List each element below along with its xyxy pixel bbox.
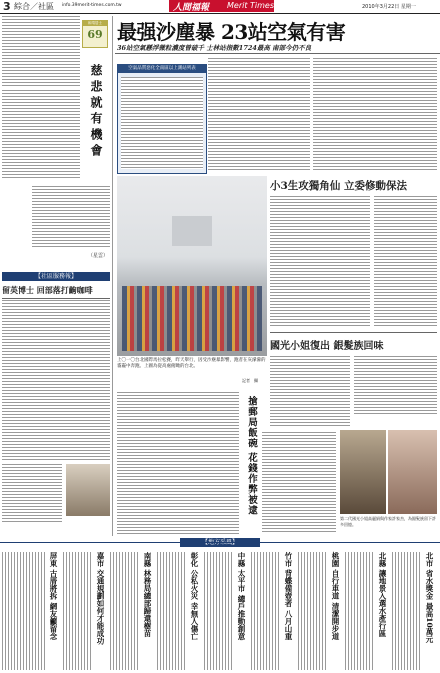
masthead-english: Merit Times [227, 1, 275, 10]
sidebar-text-block [2, 90, 80, 180]
lead-headline: 最强沙塵暴 23站空氣有害 [117, 20, 346, 44]
page-number: 3 [3, 0, 11, 13]
table-rows [121, 77, 203, 169]
runners-crowd [122, 286, 262, 351]
local-rule [0, 542, 440, 543]
star-caption: 第二代國光小姐高麗娟與作家許家杰，為銀髮族留下許多回憶。 [340, 516, 436, 527]
header-rule [0, 13, 440, 14]
community-text-block [2, 300, 110, 460]
local-text-1 [392, 552, 422, 670]
post-text-block [262, 432, 336, 534]
local-headline-5: 中縣 太平市 總戶推動創意 [237, 552, 246, 640]
health-text-block [374, 196, 437, 326]
health-rule [270, 332, 437, 333]
badge-label: 和靖居士 [83, 21, 107, 26]
local-headline-2: 北縣 讓地景入選水產行區 [378, 552, 387, 638]
column-title: 慈悲就有機會 [89, 64, 103, 160]
star-photo-left [340, 430, 386, 514]
community-text-block [2, 464, 62, 524]
local-headline-8: 嘉市 交通規劃如何才能成功 [96, 552, 105, 645]
local-headline-3: 桃園 自行車道 清潔開步道 [331, 552, 340, 640]
issue-date: 2010年3月22日 星期一 [362, 4, 416, 10]
photo-caption: 上〇一〇台北國際馬拉松賽，昨天舉行，因受沙塵暴影響，跑者在灰濛濛的霧霾中奔跑。上圖為從高處俯瞰的台北。 [117, 358, 266, 369]
post-headline: 搶郵局飯碗 花錢作弊被逮 [246, 396, 257, 516]
local-news-band [0, 550, 440, 673]
star-photo-right [388, 430, 437, 514]
marathon-photo [117, 176, 267, 356]
health-text-block [270, 196, 370, 326]
lead-subhead: 36站空氣懸浮微粒濃度曾破千 士林站指數1724最高 南部今仍不良 [117, 44, 312, 52]
community-portrait-photo [66, 464, 110, 516]
local-headline-1: 北市 省水獎金 最高10萬元 [425, 552, 434, 643]
local-text-6 [157, 552, 187, 670]
local-text-7 [110, 552, 140, 670]
health-headline: 小3生攻獨角仙 立委修動保法 [270, 180, 407, 192]
sidebar-badge [82, 20, 108, 48]
local-headline-4: 竹市 背蝶備壺者 八月山重 [284, 552, 293, 640]
local-text-9 [2, 552, 46, 670]
local-text-4 [251, 552, 281, 670]
local-headline-6: 彰化 公私火災 幸無人傷亡 [190, 552, 199, 640]
table-title: 空氣品質惡化全南區以上測站列表 [118, 65, 206, 73]
local-headline-9: 屏東 古厝將拆 網友籲留念 [49, 552, 58, 640]
community-story [2, 272, 110, 536]
star-text-block [354, 356, 437, 416]
local-text-5 [204, 552, 234, 670]
masthead-logo [169, 0, 274, 12]
sidebar-divider [112, 16, 113, 536]
masthead-title: 人間福報 [173, 3, 210, 13]
star-text-block [270, 356, 350, 426]
community-section-label: 【社區服務報】 [2, 272, 110, 281]
air-quality-table [117, 64, 207, 174]
community-headline: 留英博士 回部落打齣咖啡 [2, 285, 110, 299]
local-text-3 [298, 552, 328, 670]
local-text-8 [63, 552, 93, 670]
star-headline: 國光小姐復出 銀髮族回味 [270, 341, 384, 352]
section-label: 綜合／社區 [14, 2, 54, 11]
photo-credit: 記者 攝 [242, 378, 258, 383]
website-label: info.39merit-times.com.tw [62, 3, 122, 8]
badge-number: 69 [87, 28, 103, 41]
local-text-2 [345, 552, 375, 670]
lead-rule [115, 53, 440, 54]
local-headline-7: 南縣 林務局總部歸還樹苗 [143, 552, 152, 638]
sidebar-text-block [2, 16, 80, 86]
post-text-block [117, 392, 239, 534]
sidebar-byline: （星雲） [88, 253, 109, 259]
lead-text-block [208, 58, 310, 172]
gate-tower [172, 216, 212, 246]
lead-text-block [313, 58, 437, 172]
sidebar-text-block [32, 186, 110, 248]
page-header [0, 0, 440, 14]
sidebar-column [2, 16, 110, 268]
